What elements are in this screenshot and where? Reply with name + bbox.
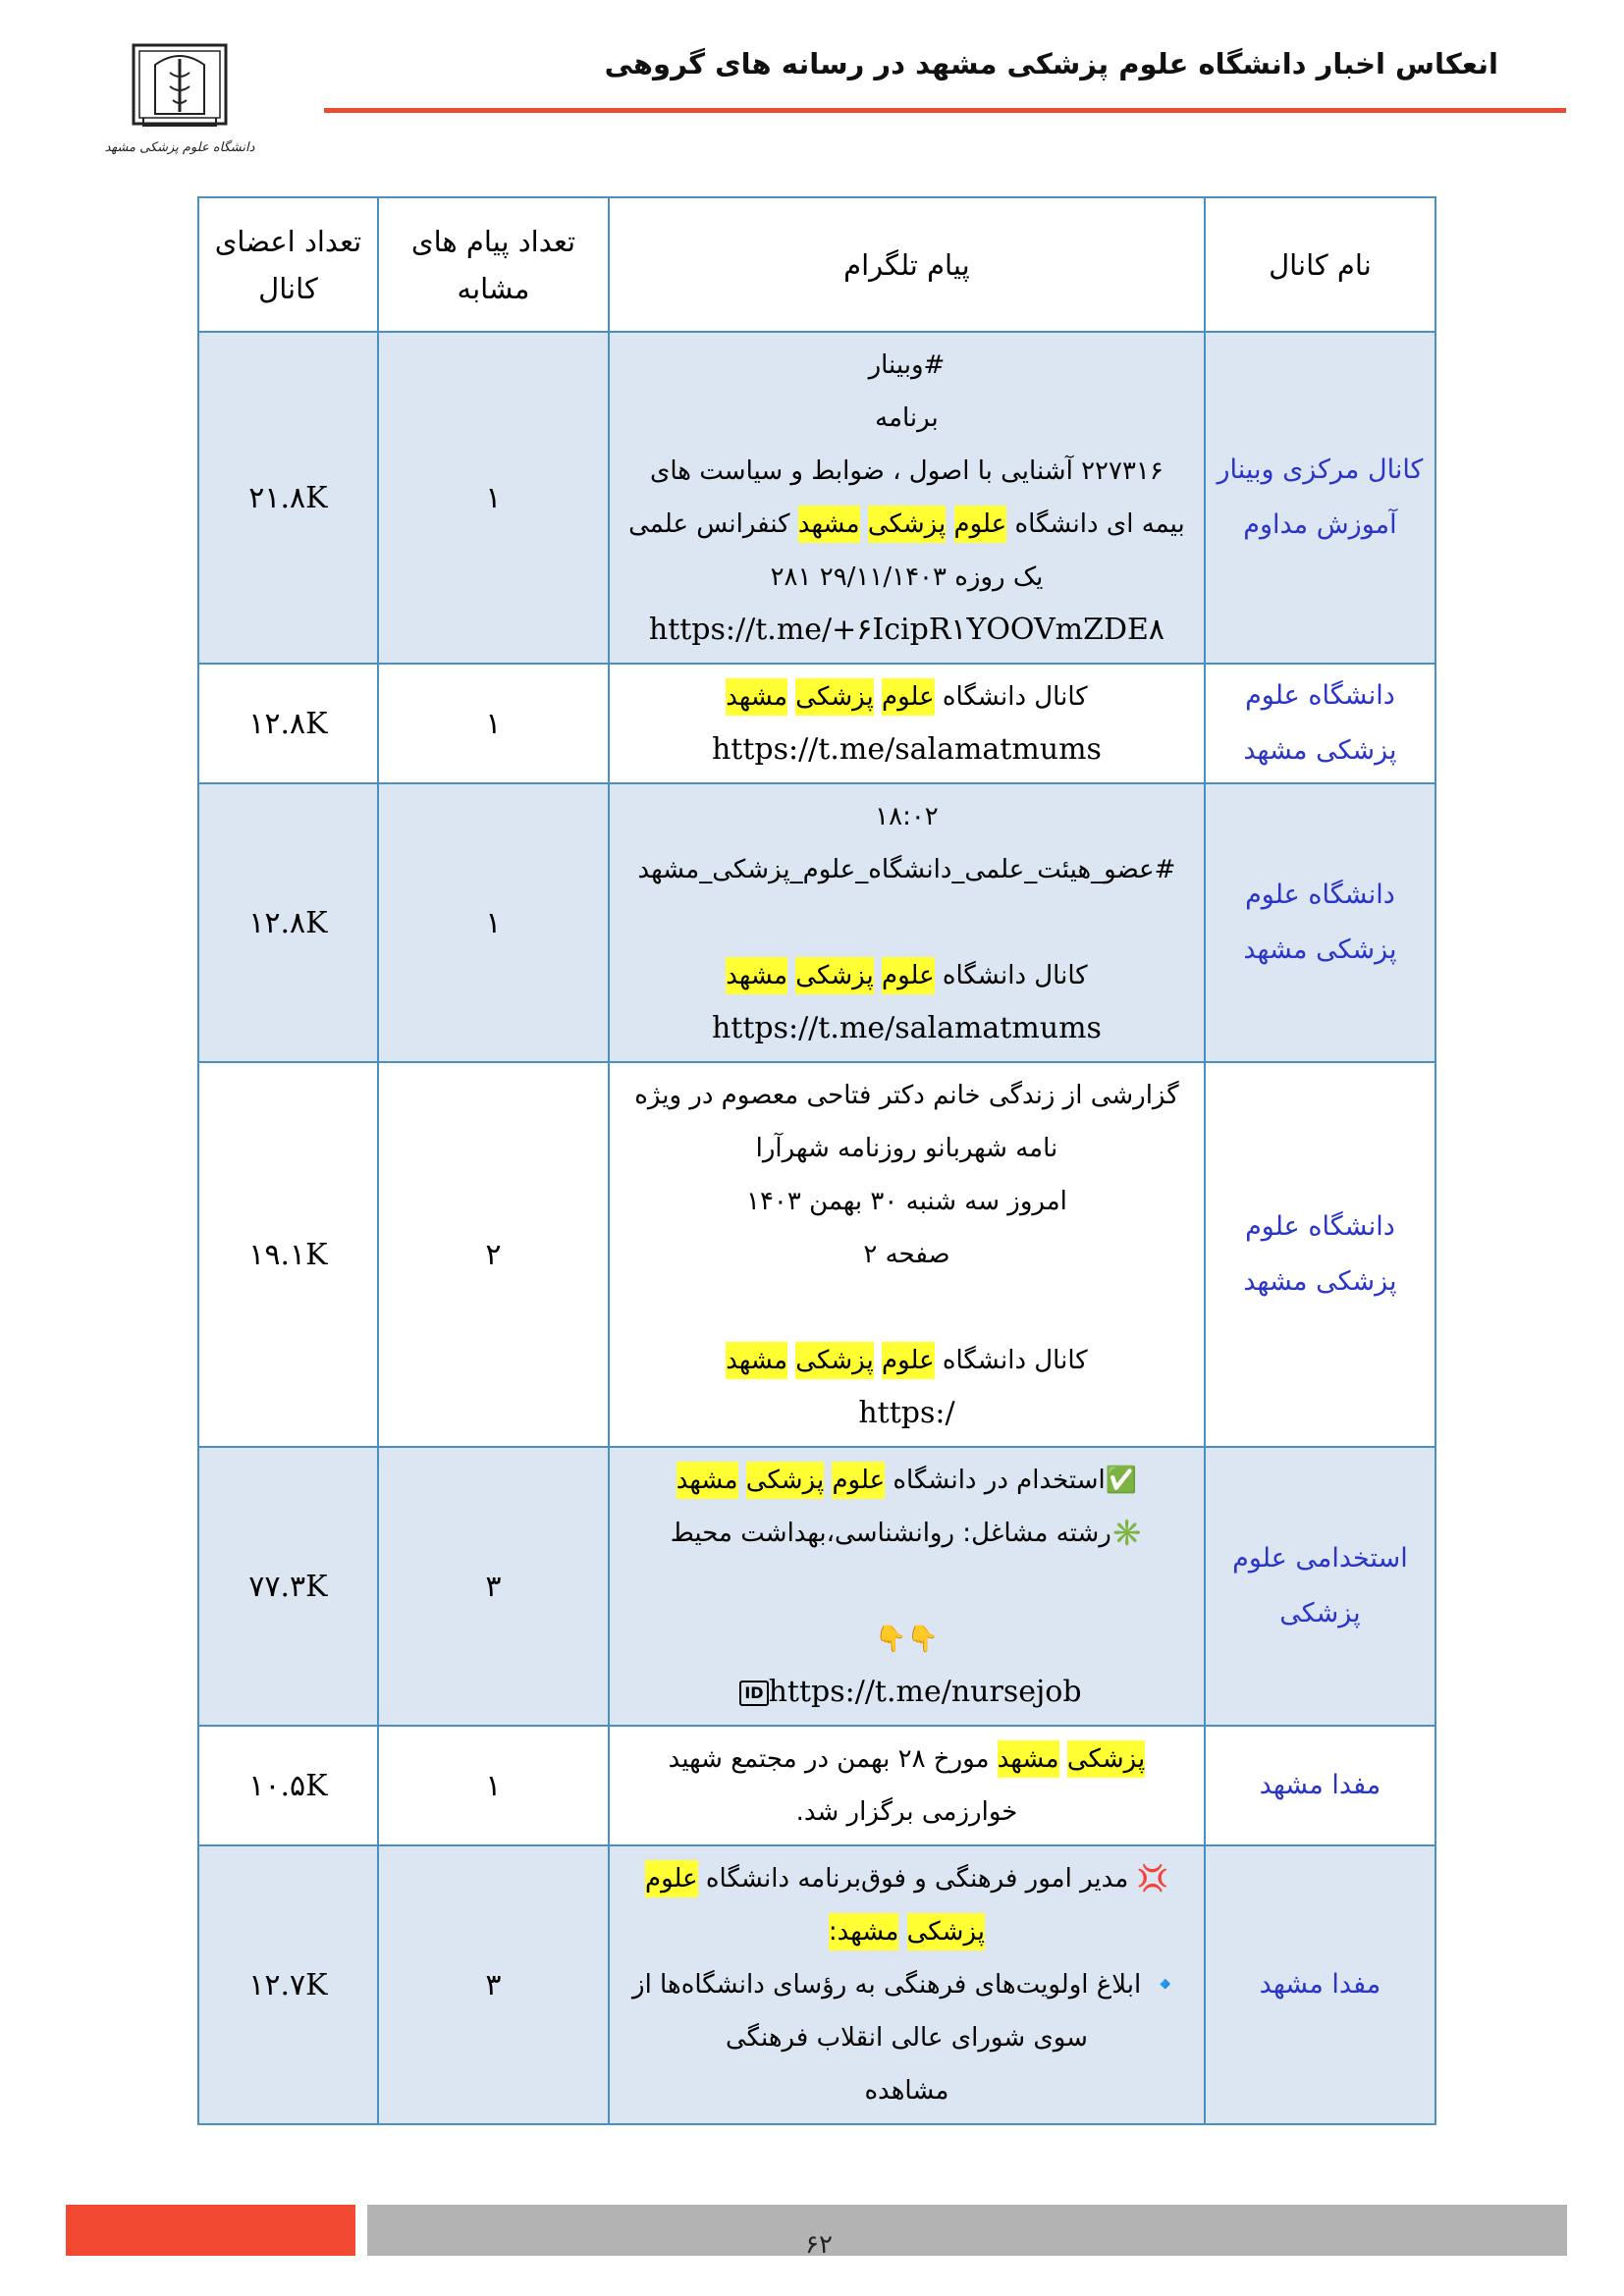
table-row (198, 1726, 1435, 1845)
table-row (198, 332, 1435, 664)
highlight: مشهد (677, 1462, 738, 1499)
similar-count: ۳ (378, 1845, 609, 2124)
highlight: علوم (645, 1860, 698, 1897)
highlight: مشهد (798, 506, 860, 543)
message-line: صفحه ۲ (863, 1240, 950, 1269)
message-line: امروز سه شنبه ۳۰ بهمن ۱۴۰۳ (745, 1187, 1067, 1216)
highlight: پزشکی (1067, 1740, 1145, 1778)
channel-name: دانشگاه علوم پزشکی مشهد (1205, 1062, 1435, 1447)
message-link[interactable]: https://t.me/nursejob (768, 1675, 1082, 1709)
header-divider (324, 108, 1566, 113)
header-similar: تعداد پیام های مشابه (378, 197, 609, 332)
member-count: ۷۷.۳K (198, 1447, 378, 1726)
member-count: ۱۲.۷K (198, 1845, 378, 2124)
table-row (198, 1845, 1435, 2124)
message-cell (609, 332, 1205, 664)
message-line: ۱۸:۰۲ (875, 802, 939, 831)
similar-count: ۱ (378, 1726, 609, 1845)
similar-count: ۱ (378, 664, 609, 783)
similar-count: ۱ (378, 332, 609, 664)
channel-name: کانال مرکزی وبینار آموزش مداوم (1205, 332, 1435, 664)
member-count: ۱۹.۱K (198, 1062, 378, 1447)
svg-text:دانشگاه علوم پزشکی مشهد: دانشگاه علوم پزشکی مشهد (104, 140, 255, 155)
channel-name: مفدا مشهد (1205, 1726, 1435, 1845)
highlight: مشهد (726, 1342, 787, 1379)
message-blank (620, 1560, 1194, 1613)
message-line (620, 1905, 1194, 1958)
message-line: سوی شورای عالی انقلاب فرهنگی (725, 2023, 1088, 2053)
member-count: ۱۲.۸K (198, 783, 378, 1062)
highlight: مشهد (726, 957, 787, 994)
message-line: ۲۲۷۳۱۶ آشنایی با اصول ، ضوابط و سیاست های (650, 456, 1164, 486)
table-row (198, 783, 1435, 1062)
table-row (198, 1447, 1435, 1726)
message-line: ✅استخدام در دانشگاه علوم پزشکی مشهد (620, 1454, 1194, 1507)
highlight: مشهد (998, 1740, 1059, 1778)
message-line: کانال دانشگاه علوم پزشکی مشهد (620, 1334, 1194, 1387)
highlight: پزشکی (795, 678, 873, 716)
message-line: 🔹 ابلاغ اولویت‌های فرهنگی به رؤسای دانشگاه‌ها از (632, 1970, 1181, 2000)
channel-name: دانشگاه علوم پزشکی مشهد (1205, 783, 1435, 1062)
highlight: علوم (882, 1342, 935, 1379)
message-line: خوارزمی برگزار شد. (795, 1797, 1018, 1827)
header-members: تعداد اعضای کانال (198, 197, 378, 332)
similar-count: ۳ (378, 1447, 609, 1726)
message-blank (620, 896, 1194, 949)
message-line: نامه شهربانو روزنامه شهرآرا (755, 1134, 1058, 1163)
highlight: علوم (832, 1462, 885, 1499)
message-line: گزارشی از زندگی خانم دکتر فتاحی معصوم در ویژه (634, 1081, 1179, 1110)
message-line: یک روزه ۲۹/۱۱/۱۴۰۳ ۲۸۱ (770, 562, 1044, 592)
message-line: بیمه ای دانشگاه علوم پزشکی مشهد کنفرانس علمی (620, 498, 1194, 551)
message-blank (620, 1281, 1194, 1334)
page-number: ۶۲ (805, 2230, 833, 2260)
highlight: پزشکی (868, 506, 946, 543)
footer-gray-bar (367, 2205, 1567, 2256)
message-cell (609, 1062, 1205, 1447)
message-link[interactable]: https:/ (858, 1396, 955, 1430)
message-line: 💢 مدیر امور فرهنگی و فوق‌برنامه دانشگاه علوم (620, 1852, 1194, 1905)
message-line: پزشکی مشهد مورخ ۲۸ بهمن در مجتمع شهید (620, 1733, 1194, 1786)
highlight: علوم (882, 957, 935, 994)
message-cell (609, 783, 1205, 1062)
message-hashtag[interactable]: #عضو_هیئت_علمی_دانشگاه_علوم_پزشکی_مشهد (637, 855, 1176, 884)
channel-name: استخدامی علوم پزشکی (1205, 1447, 1435, 1726)
highlight: پزشکی (907, 1913, 985, 1950)
university-logo (104, 35, 255, 163)
message-cell (609, 1845, 1205, 2124)
message-line: #وبینار (868, 350, 946, 380)
table-header-row (198, 197, 1435, 332)
message-line: کانال دانشگاه علوم پزشکی مشهد (620, 949, 1194, 1002)
message-line: برنامه (875, 403, 939, 433)
message-cell (609, 1447, 1205, 1726)
similar-count: ۲ (378, 1062, 609, 1447)
table-row (198, 1062, 1435, 1447)
table-row (198, 664, 1435, 783)
message-line: ✳️رشته مشاغل: روانشناسی،بهداشت محیط (670, 1519, 1144, 1548)
message-link[interactable]: https://t.me/+۶IcipR۱YOOVmZDE۸ (648, 613, 1165, 647)
footer-red-bar (66, 2205, 355, 2256)
channel-name: مفدا مشهد (1205, 1845, 1435, 2124)
member-count: ۱۰.۵K (198, 1726, 378, 1845)
header-message: پیام تلگرام (609, 197, 1205, 332)
message-line: کانال دانشگاه علوم پزشکی مشهد (620, 670, 1194, 723)
highlight: مشهد: (829, 1913, 899, 1950)
highlight: مشهد (726, 678, 787, 716)
highlight: علوم (954, 506, 1007, 543)
message-link[interactable]: https://t.me/salamatmums (711, 1011, 1102, 1045)
message-cell (609, 664, 1205, 783)
member-count: ۱۲.۸K (198, 664, 378, 783)
member-count: ۲۱.۸K (198, 332, 378, 664)
news-table (197, 196, 1436, 2125)
highlight: علوم (882, 678, 935, 716)
message-link[interactable]: https://t.me/salamatmums (711, 732, 1102, 767)
pointing-down-icon: 👇👇 (875, 1625, 939, 1654)
header-channel: نام کانال (1205, 197, 1435, 332)
id-icon: ID (739, 1681, 768, 1706)
page-header-title: انعکاس اخبار دانشگاه علوم پزشکی مشهد در رسانه های گروهی (604, 47, 1498, 80)
highlight: پزشکی (795, 1342, 873, 1379)
channel-name: دانشگاه علوم پزشکی مشهد (1205, 664, 1435, 783)
highlight: پزشکی (746, 1462, 824, 1499)
highlight: پزشکی (795, 957, 873, 994)
view-link[interactable]: مشاهده (864, 2076, 949, 2106)
message-cell (609, 1726, 1205, 1845)
similar-count: ۱ (378, 783, 609, 1062)
message-line (620, 1666, 1194, 1719)
